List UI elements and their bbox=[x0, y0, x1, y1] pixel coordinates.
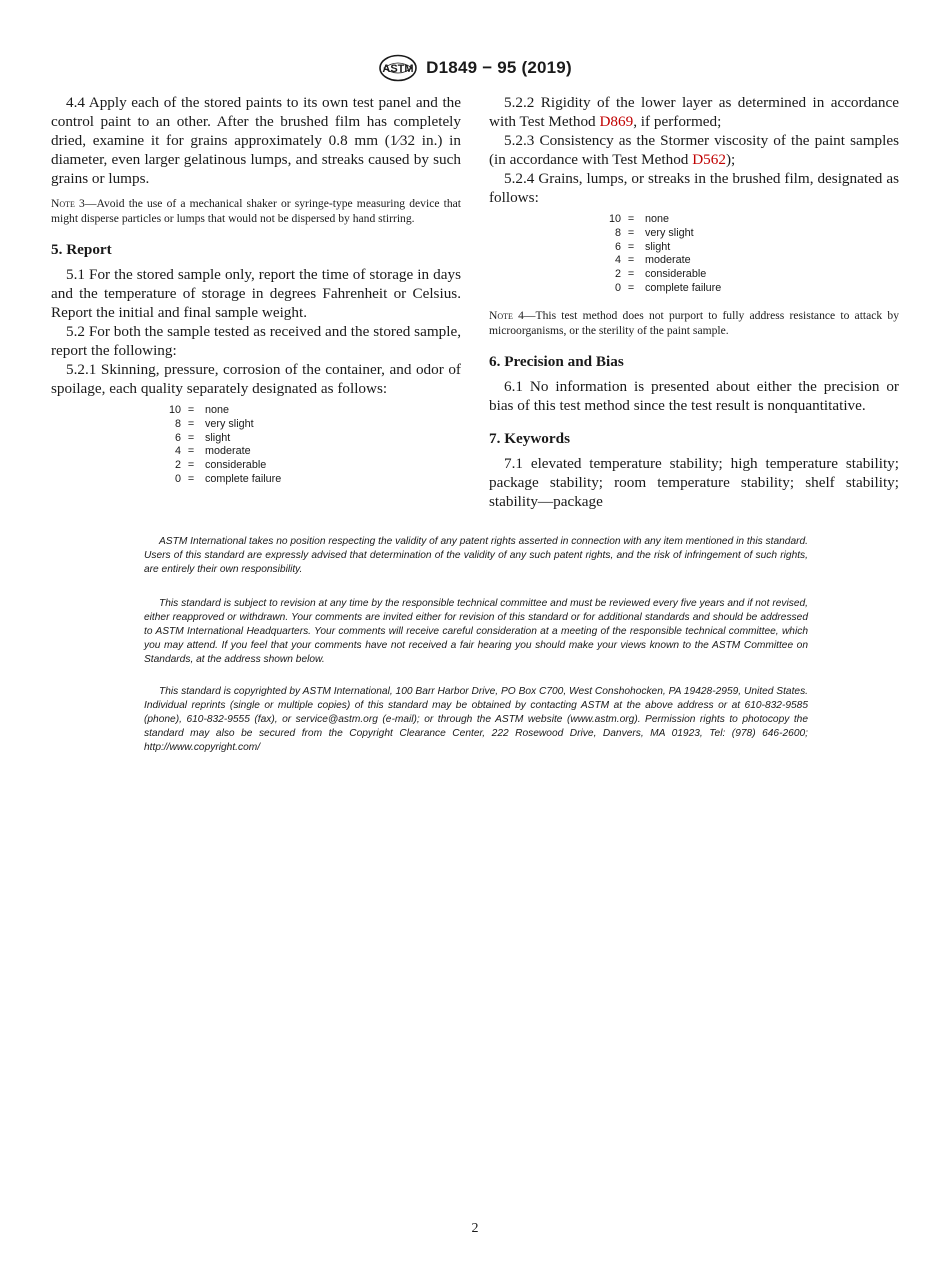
section-5-heading: 5. Report bbox=[51, 241, 112, 258]
scale-row: 10 = none bbox=[608, 213, 670, 225]
scale-row: 4 = moderate bbox=[174, 445, 251, 458]
patent-notice: ASTM International takes no position respecting the validity of any patent rights asserted in connection with any item mentioned in this standard. Users of this standard are expressly advised that determination of the validity of any such patent rights, and the risk of infringement of such rights, are entirely their own responsibility. bbox=[144, 536, 808, 575]
rating-scale-right bbox=[489, 213, 899, 296]
scale-row: 2 = considerable bbox=[614, 268, 707, 281]
revision-notice: This standard is subject to revision at any time by the responsible technical committee and must be reviewed every five years and if not revised, either reapproved or withdrawn. Your comments are invited either for revision of this standard or for additional standards and should be addressed to ASTM International Headquarters. Your comments will receive careful consideration at a meeting of the responsible technical committee, which you may attend. If you feel that your comments have not received a fair hearing you should make your views known to the ASTM Committee on Standards, at the address shown below. bbox=[144, 598, 808, 665]
scale-row: 10 = none bbox=[168, 404, 230, 416]
scale-row: 0 = complete failure bbox=[614, 281, 722, 294]
copyright-notice: This standard is copyrighted by ASTM International, 100 Barr Harbor Drive, PO Box C700, West Conshohocken, PA 19428-2959, United States. Individual reprints (single or multiple copies) of this standard may be obtained by contacting ASTM at the above address or at 610-832-9585 (phone), 610-832-9555 (fax), or service@astm.org (e-mail); or through the ASTM website (www.astm.org). Permission rights to photocopy the standard may also be secured from the Copyright Clearance Center, 222 Rosewood Drive, Danvers, MA 01923, Tel: (978) 646-2600; http://www.copyright.com/ bbox=[144, 686, 808, 753]
note-4 bbox=[489, 308, 899, 338]
note-4-label: Note 4 bbox=[489, 308, 524, 322]
paragraph-5-2-4: 5.2.4 Grains, lumps, or streaks in the brushed film, designated as follows: bbox=[489, 170, 899, 206]
scale-row: 2 = considerable bbox=[174, 459, 267, 472]
page-number: 2 bbox=[471, 1221, 479, 1236]
link-d869[interactable]: D869 bbox=[599, 113, 634, 130]
section-6-heading: 6. Precision and Bias bbox=[489, 352, 624, 370]
note-4-text: —This test method does not purport to fully address resistance to attack by microorganisms, or the sterility of the paint sample. bbox=[489, 308, 899, 337]
astm-logo-icon bbox=[378, 54, 418, 82]
paragraph-6-1: 6.1 No information is presented about either the precision or bias of this test method since the test result is nonquantitative. bbox=[489, 377, 899, 414]
paragraph-4-4: 4.4 Apply each of the stored paints to its own test panel and the control paint to an other. After the brushed film has completely dried, examine it for grains approximately 0.8 mm (1⁄32 in.) in diameter, even larger gelatinous lumps, and streaks caused by such grains or lumps. bbox=[51, 94, 461, 187]
left-column bbox=[51, 93, 461, 487]
scale-row: 8 = very slight bbox=[174, 417, 254, 430]
astm-logo-text: ASTM bbox=[382, 63, 414, 75]
page-header bbox=[0, 54, 950, 82]
paragraph-5-2-2: 5.2.2 Rigidity of the lower layer as determined in accordance with Test Method D869, if performed; bbox=[489, 94, 899, 130]
note-3 bbox=[51, 196, 461, 226]
paragraph-5-2: 5.2 For both the sample tested as received and the stored sample, report the following: bbox=[51, 323, 461, 359]
scale-row: 6 = slight bbox=[174, 431, 231, 444]
scale-row: 0 = complete failure bbox=[174, 472, 282, 485]
paragraph-5-1: 5.1 For the stored sample only, report the time of storage in days and the temperature of storage in degrees Fahrenheit or Celsius. Report the initial and final sample weight. bbox=[51, 266, 461, 321]
link-d562[interactable]: D562 bbox=[692, 151, 726, 168]
section-7-heading: 7. Keywords bbox=[489, 429, 570, 447]
standard-designation: D1849 − 95 (2019) bbox=[426, 58, 572, 77]
paragraph-7-1: 7.1 elevated temperature stability; high temperature stability; package stability; room temperature stability; shelf stability; stability—package bbox=[489, 454, 899, 510]
rating-scale-left bbox=[51, 404, 461, 487]
note-3-label: Note 3 bbox=[51, 197, 85, 210]
paragraph-5-2-3: 5.2.3 Consistency as the Stormer viscosity of the paint samples (in accordance with Test Method D562); bbox=[489, 132, 899, 168]
right-column bbox=[489, 93, 899, 511]
scale-row: 4 = moderate bbox=[614, 254, 691, 267]
scale-row: 6 = slight bbox=[614, 240, 671, 253]
paragraph-5-2-1: 5.2.1 Skinning, pressure, corrosion of the container, and odor of spoilage, each quality separately designated as follows: bbox=[51, 361, 461, 397]
scale-row: 8 = very slight bbox=[614, 226, 694, 239]
note-3-text: —Avoid the use of a mechanical shaker or syringe-type measuring device that might disperse particles or lumps that would not be dispersed by hand stirring. bbox=[51, 197, 461, 225]
